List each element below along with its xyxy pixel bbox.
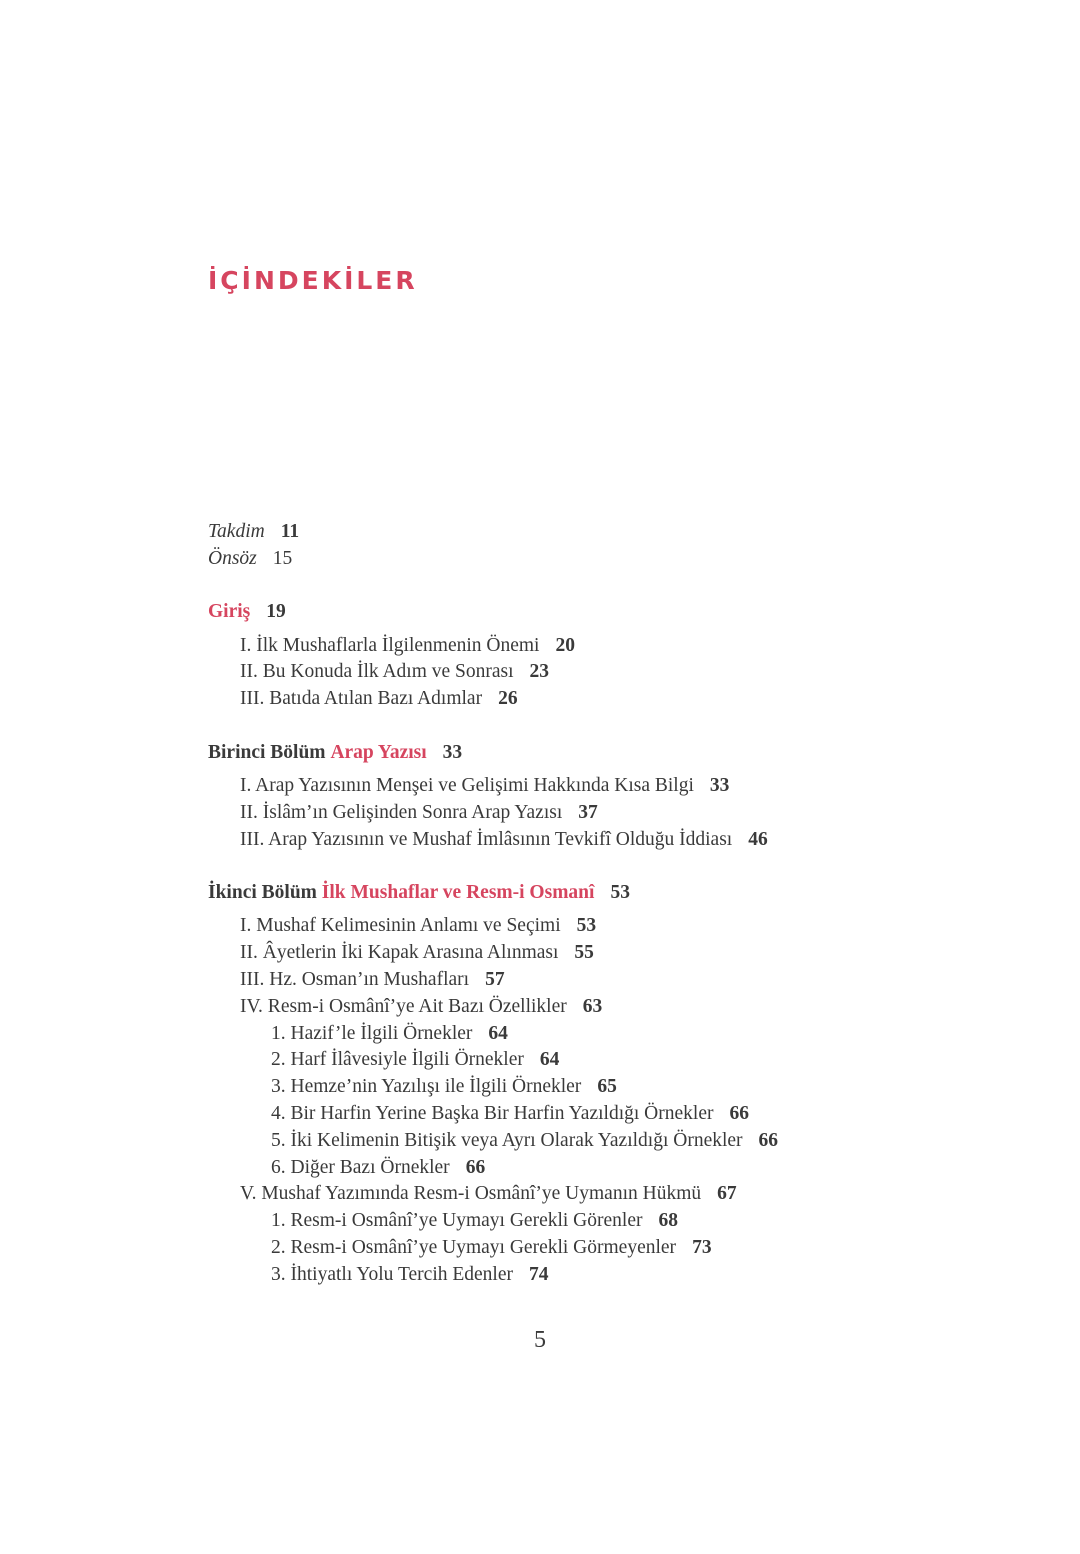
- toc-entry-label: 2. Resm-i Osmânî’ye Uymayı Gerekli Görmeyenler: [271, 1236, 677, 1258]
- toc-entry-page: 68: [658, 1210, 678, 1232]
- toc-entry-page: 23: [529, 661, 550, 683]
- toc-section-giris[interactable]: [208, 599, 1028, 626]
- chapter-title: Arap Yazısı: [330, 741, 427, 763]
- toc-entry-label: IV. Resm-i Osmânî’ye Ait Bazı Özellikler: [240, 995, 567, 1017]
- toc-subentry[interactable]: [208, 1128, 1028, 1155]
- toc-subentry[interactable]: [208, 1235, 1028, 1262]
- toc-entry-page: 33: [709, 774, 730, 796]
- toc-entry-page: 65: [597, 1076, 617, 1098]
- toc-entry[interactable]: [208, 633, 1028, 660]
- toc-section-chapter-1[interactable]: [208, 740, 1028, 767]
- table-of-contents: [208, 519, 1028, 1288]
- toc-entry-label: III. Arap Yazısının ve Mushaf İmlâsının Tevkifî Olduğu İddiası: [240, 828, 733, 850]
- toc-subentry[interactable]: [208, 1262, 1028, 1289]
- toc-entry-label: I. Mushaf Kelimesinin Anlamı ve Seçimi: [240, 915, 561, 937]
- toc-section-chapter-2[interactable]: [208, 880, 1028, 907]
- page-title: İÇİNDEKİLER: [208, 266, 418, 295]
- toc-entry-label: Takdim: [208, 521, 265, 542]
- toc-entry[interactable]: [208, 686, 1028, 713]
- toc-subentry[interactable]: [208, 1047, 1028, 1074]
- toc-entry-page: 11: [280, 521, 300, 542]
- toc-entry-label: 1. Hazif’le İlgili Örnekler: [271, 1022, 473, 1044]
- toc-entry-page: 67: [717, 1183, 737, 1205]
- toc-entry-page: 20: [555, 634, 575, 656]
- toc-entry-label: I. Arap Yazısının Menşei ve Gelişimi Hakkında Kısa Bilgi: [240, 774, 694, 796]
- toc-entry[interactable]: [208, 1181, 1028, 1208]
- toc-entry[interactable]: [208, 967, 1028, 994]
- chapter-prefix: Birinci Bölüm: [208, 741, 326, 763]
- toc-subentry[interactable]: [208, 1208, 1028, 1235]
- chapter-page: 53: [610, 881, 630, 903]
- toc-entry-label: Önsöz: [208, 547, 257, 569]
- section-title: Giriş: [208, 601, 251, 623]
- toc-entry-label: III. Hz. Osman’ın Mushafları: [240, 968, 470, 990]
- toc-entry-label: 2. Harf İlâvesiyle İlgili Örnekler: [271, 1049, 524, 1071]
- toc-entry-page: 66: [465, 1156, 486, 1178]
- toc-subentry[interactable]: [208, 1021, 1028, 1048]
- toc-entry-label: II. Bu Konuda İlk Adım ve Sonrası: [240, 661, 514, 683]
- toc-entry[interactable]: [208, 994, 1028, 1021]
- toc-entry-takdim[interactable]: [208, 519, 1028, 546]
- toc-entry-page: 46: [748, 828, 768, 850]
- toc-entry-page: 74: [529, 1263, 549, 1285]
- toc-subentry[interactable]: [208, 1155, 1028, 1182]
- toc-entry-page: 26: [498, 688, 518, 710]
- section-page: 19: [266, 601, 286, 623]
- toc-entry-page: 37: [578, 801, 598, 823]
- toc-entry-label: 1. Resm-i Osmânî’ye Uymayı Gerekli Görenler: [271, 1210, 643, 1232]
- toc-entry[interactable]: [208, 940, 1028, 967]
- toc-entry-label: 4. Bir Harfin Yerine Başka Bir Harfin Yazıldığı Örnekler: [271, 1102, 714, 1124]
- toc-entry-page: 66: [758, 1129, 779, 1151]
- chapter-title: İlk Mushaflar ve Resm-i Osmanî: [321, 881, 595, 903]
- toc-entry[interactable]: [208, 773, 1028, 800]
- toc-entry[interactable]: [208, 827, 1028, 854]
- toc-entry-label: II. İslâm’ın Gelişinden Sonra Arap Yazısı: [240, 801, 563, 823]
- toc-entry[interactable]: [208, 913, 1028, 940]
- toc-entry[interactable]: [208, 800, 1028, 827]
- chapter-prefix: İkinci Bölüm: [208, 881, 317, 903]
- chapter-page: 33: [442, 741, 463, 763]
- toc-subentry[interactable]: [208, 1074, 1028, 1101]
- toc-entry[interactable]: [208, 659, 1028, 686]
- toc-entry-label: III. Batıda Atılan Bazı Adımlar: [240, 688, 483, 710]
- toc-entry-page: 66: [729, 1102, 749, 1124]
- toc-entry-page: 64: [488, 1022, 508, 1044]
- page-number: 5: [534, 1327, 546, 1353]
- toc-entry-page: 55: [574, 942, 594, 964]
- toc-entry-label: I. İlk Mushaflarla İlgilenmenin Önemi: [240, 634, 540, 656]
- toc-entry-page: 64: [539, 1049, 560, 1071]
- toc-entry-page: 63: [582, 995, 603, 1017]
- toc-entry-label: 6. Diğer Bazı Örnekler: [271, 1156, 450, 1178]
- toc-subentry[interactable]: [208, 1101, 1028, 1128]
- toc-entry-page: 15: [272, 547, 293, 569]
- toc-entry-label: II. Âyetlerin İki Kapak Arasına Alınması: [240, 942, 559, 964]
- toc-entry-label: 5. İki Kelimenin Bitişik veya Ayrı Olarak Yazıldığı Örnekler: [271, 1129, 743, 1151]
- toc-entry-onsoz[interactable]: [208, 546, 1028, 573]
- toc-entry-page: 73: [692, 1236, 712, 1258]
- toc-entry-page: 57: [485, 968, 505, 990]
- toc-entry-label: V. Mushaf Yazımında Resm-i Osmânî’ye Uymanın Hükmü: [240, 1183, 702, 1205]
- toc-entry-label: 3. İhtiyatlı Yolu Tercih Edenler: [271, 1263, 513, 1285]
- toc-entry-page: 53: [576, 915, 597, 937]
- toc-entry-label: 3. Hemze’nin Yazılışı ile İlgili Örnekler: [271, 1076, 582, 1098]
